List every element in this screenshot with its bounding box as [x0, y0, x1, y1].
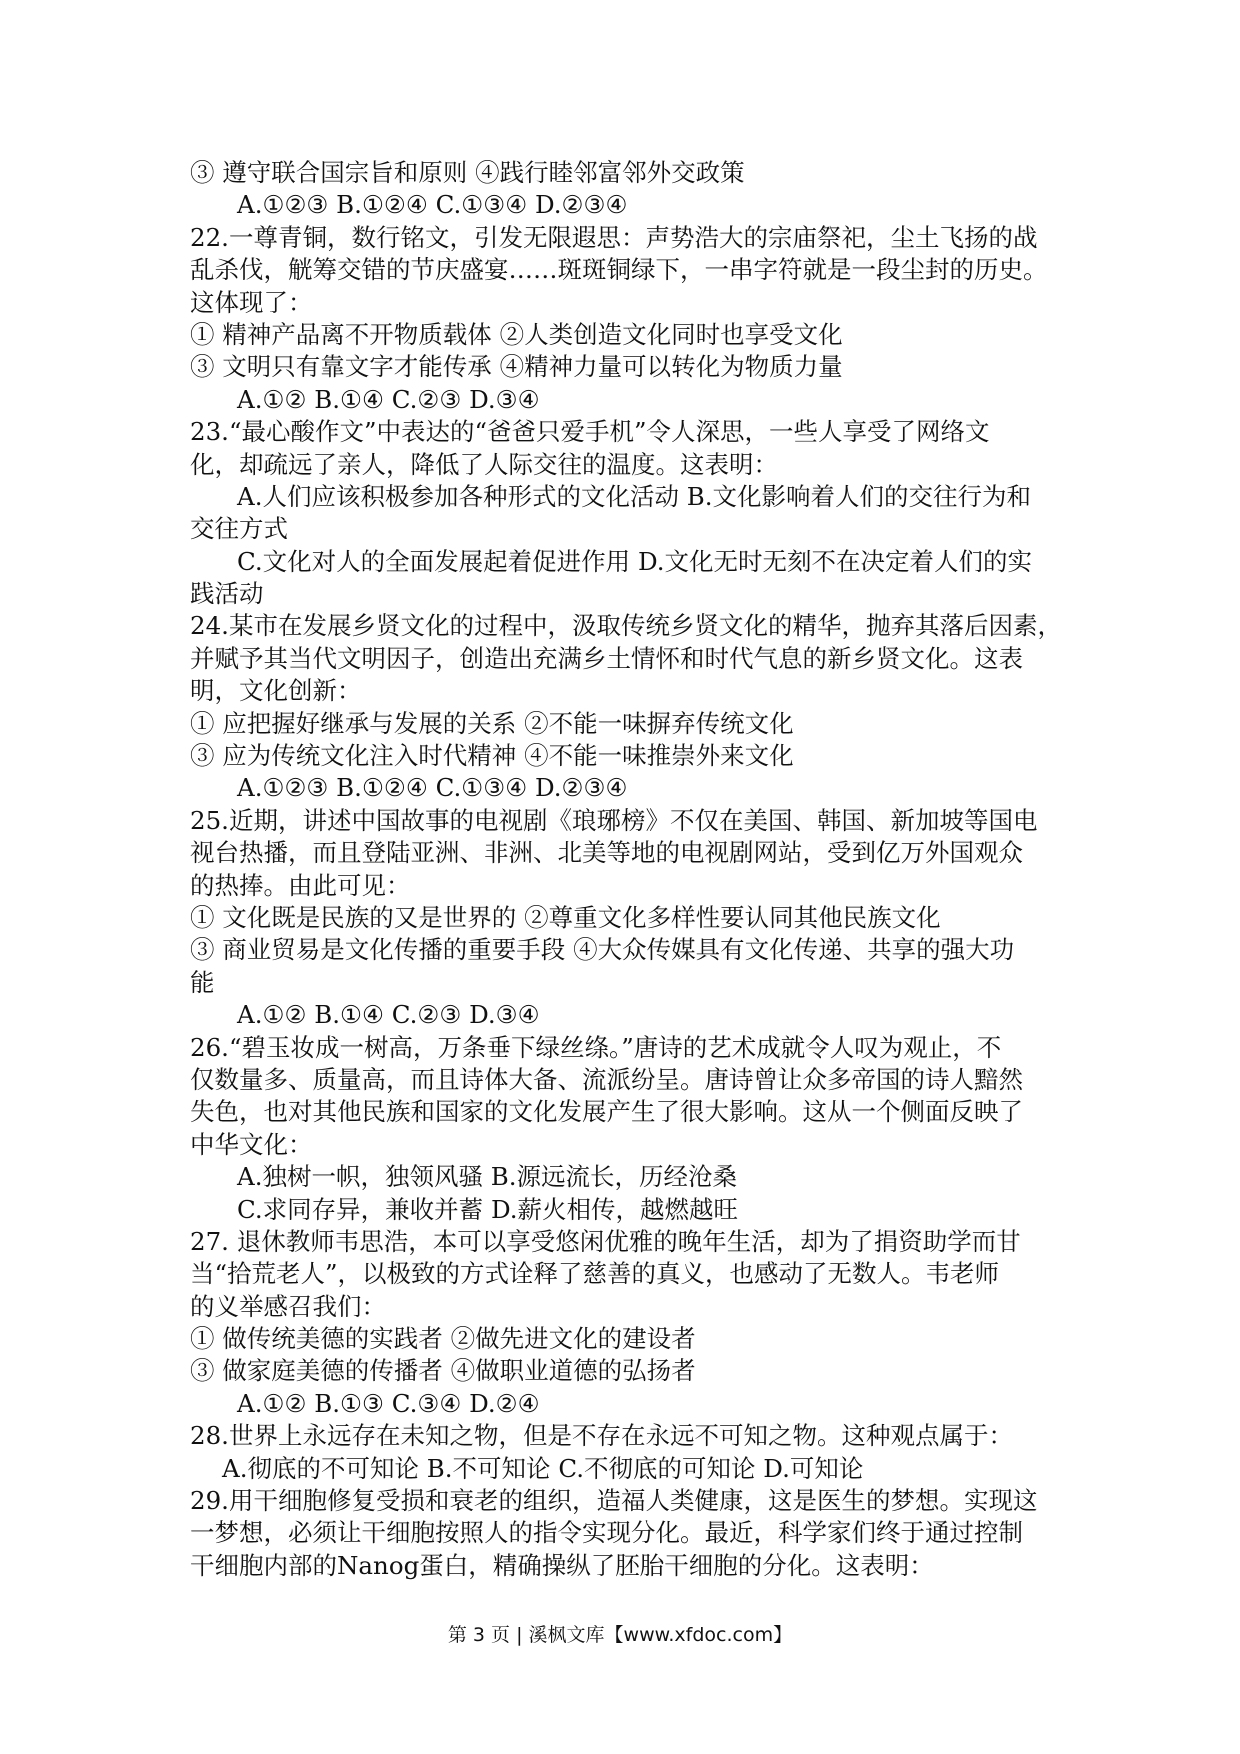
- footer-text: 第 3 页 | 溪枫文库【www.xfdoc.com】: [447, 1624, 793, 1646]
- text-line: 的热捧。由此可见：: [190, 870, 411, 900]
- text-line: ① 精神产品离不开物质载体 ②人类创造文化同时也享受文化: [190, 319, 843, 349]
- text-line: ③ 应为传统文化注入时代精神 ④不能一味推崇外来文化: [190, 741, 794, 771]
- text-line: 仅数量多、质量高，而且诗体大备、流派纷呈。唐诗曾让众多帝国的诗人黯然: [190, 1064, 1023, 1094]
- text-line: 29.用干细胞修复受损和衰老的组织，造福人类健康，这是医生的梦想。实现这: [190, 1486, 1038, 1516]
- text-line: 这体现了：: [190, 287, 313, 317]
- document-body: [190, 157, 1070, 1582]
- text-line: 化，却疏远了亲人，降低了人际交往的温度。这表明：: [190, 449, 778, 479]
- text-line: 并赋予其当代文明因子，创造出充满乡土情怀和时代气息的新乡贤文化。这表: [190, 643, 1023, 673]
- text-line: A.人们应该积极参加各种形式的文化活动 B.文化影响着人们的交往行为和: [237, 481, 1032, 511]
- text-line: 践活动: [190, 579, 264, 609]
- text-line: ① 应把握好继承与发展的关系 ②不能一味摒弃传统文化: [190, 708, 794, 738]
- text-line: ① 做传统美德的实践者 ②做先进文化的建设者: [190, 1324, 696, 1354]
- text-line: 22.一尊青铜，数行铭文，引发无限遐思：声势浩大的宗庙祭祀，尘土飞扬的战: [190, 222, 1038, 252]
- text-line: A.独树一帜，独领风骚 B.源远流长，历经沧桑: [237, 1162, 738, 1192]
- text-line: 27. 退休教师韦思浩，本可以享受悠闲优雅的晚年生活，却为了捐资助学而甘: [190, 1226, 1021, 1256]
- text-line: 失色，也对其他民族和国家的文化发展产生了很大影响。这从一个侧面反映了: [190, 1097, 1023, 1127]
- text-line: 干细胞内部的Nanog蛋白，精确操纵了胚胎干细胞的分化。这表明：: [190, 1550, 934, 1580]
- text-line: A.①②③ B.①②④ C.①③④ D.②③④: [237, 190, 628, 220]
- text-line: 交往方式: [190, 514, 288, 544]
- text-line: A.①② B.①④ C.②③ D.③④: [237, 1000, 540, 1030]
- text-line: ③ 商业贸易是文化传播的重要手段 ④大众传媒具有文化传递、共享的强大功: [190, 935, 1015, 965]
- text-line: A.①② B.①④ C.②③ D.③④: [237, 384, 540, 414]
- text-line: ③ 文明只有靠文字才能传承 ④精神力量可以转化为物质力量: [190, 352, 843, 382]
- text-line: A.彻底的不可知论 B.不可知论 C.不彻底的可知论 D.可知论: [222, 1453, 864, 1483]
- text-line: 一梦想，必须让干细胞按照人的指令实现分化。最近，科学家们终于通过控制: [190, 1518, 1023, 1548]
- text-line: A.①②③ B.①②④ C.①③④ D.②③④: [237, 773, 628, 803]
- text-line: 视台热播，而且登陆亚洲、非洲、北美等地的电视剧网站，受到亿万外国观众: [190, 838, 1023, 868]
- text-line: ③ 做家庭美德的传播者 ④做职业道德的弘扬者: [190, 1356, 696, 1386]
- text-line: 28.世界上永远存在未知之物，但是不存在永远不可知之物。这种观点属于：: [190, 1421, 1013, 1451]
- text-line: ① 文化既是民族的又是世界的 ②尊重文化多样性要认同其他民族文化: [190, 902, 941, 932]
- text-line: 明，文化创新：: [190, 676, 362, 706]
- text-line: 25.近期，讲述中国故事的电视剧《琅琊榜》不仅在美国、韩国、新加坡等国电: [190, 805, 1038, 835]
- text-line: A.①② B.①③ C.③④ D.②④: [237, 1388, 540, 1418]
- text-line: 24.某市在发展乡贤文化的过程中，汲取传统乡贤文化的精华，抛弃其落后因素，: [190, 611, 1062, 641]
- text-line: 当“拾荒老人”，以极致的方式诠释了慈善的真义，也感动了无数人。韦老师: [190, 1259, 1000, 1289]
- text-line: 23.“最心酸作文”中表达的“爸爸只爱手机”令人深思，一些人享受了网络文: [190, 417, 990, 447]
- text-line: 26.“碧玉妆成一树高，万条垂下绿丝绦。”唐诗的艺术成就令人叹为观止，不: [190, 1032, 1002, 1062]
- text-line: 能: [190, 967, 215, 997]
- text-line: 的义举感召我们：: [190, 1291, 386, 1321]
- text-line: 乱杀伐，觥筹交错的节庆盛宴……斑斑铜绿下，一串字符就是一段尘封的历史。: [190, 255, 1048, 285]
- text-line: C.文化对人的全面发展起着促进作用 D.文化无时无刻不在决定着人们的实: [237, 546, 1033, 576]
- text-line: ③ 遵守联合国宗旨和原则 ④践行睦邻富邻外交政策: [190, 158, 745, 187]
- text-line: 中华文化：: [190, 1129, 313, 1159]
- page-footer: [0, 1620, 1240, 1647]
- text-line: C.求同存异，兼收并蓄 D.薪火相传，越燃越旺: [237, 1194, 739, 1224]
